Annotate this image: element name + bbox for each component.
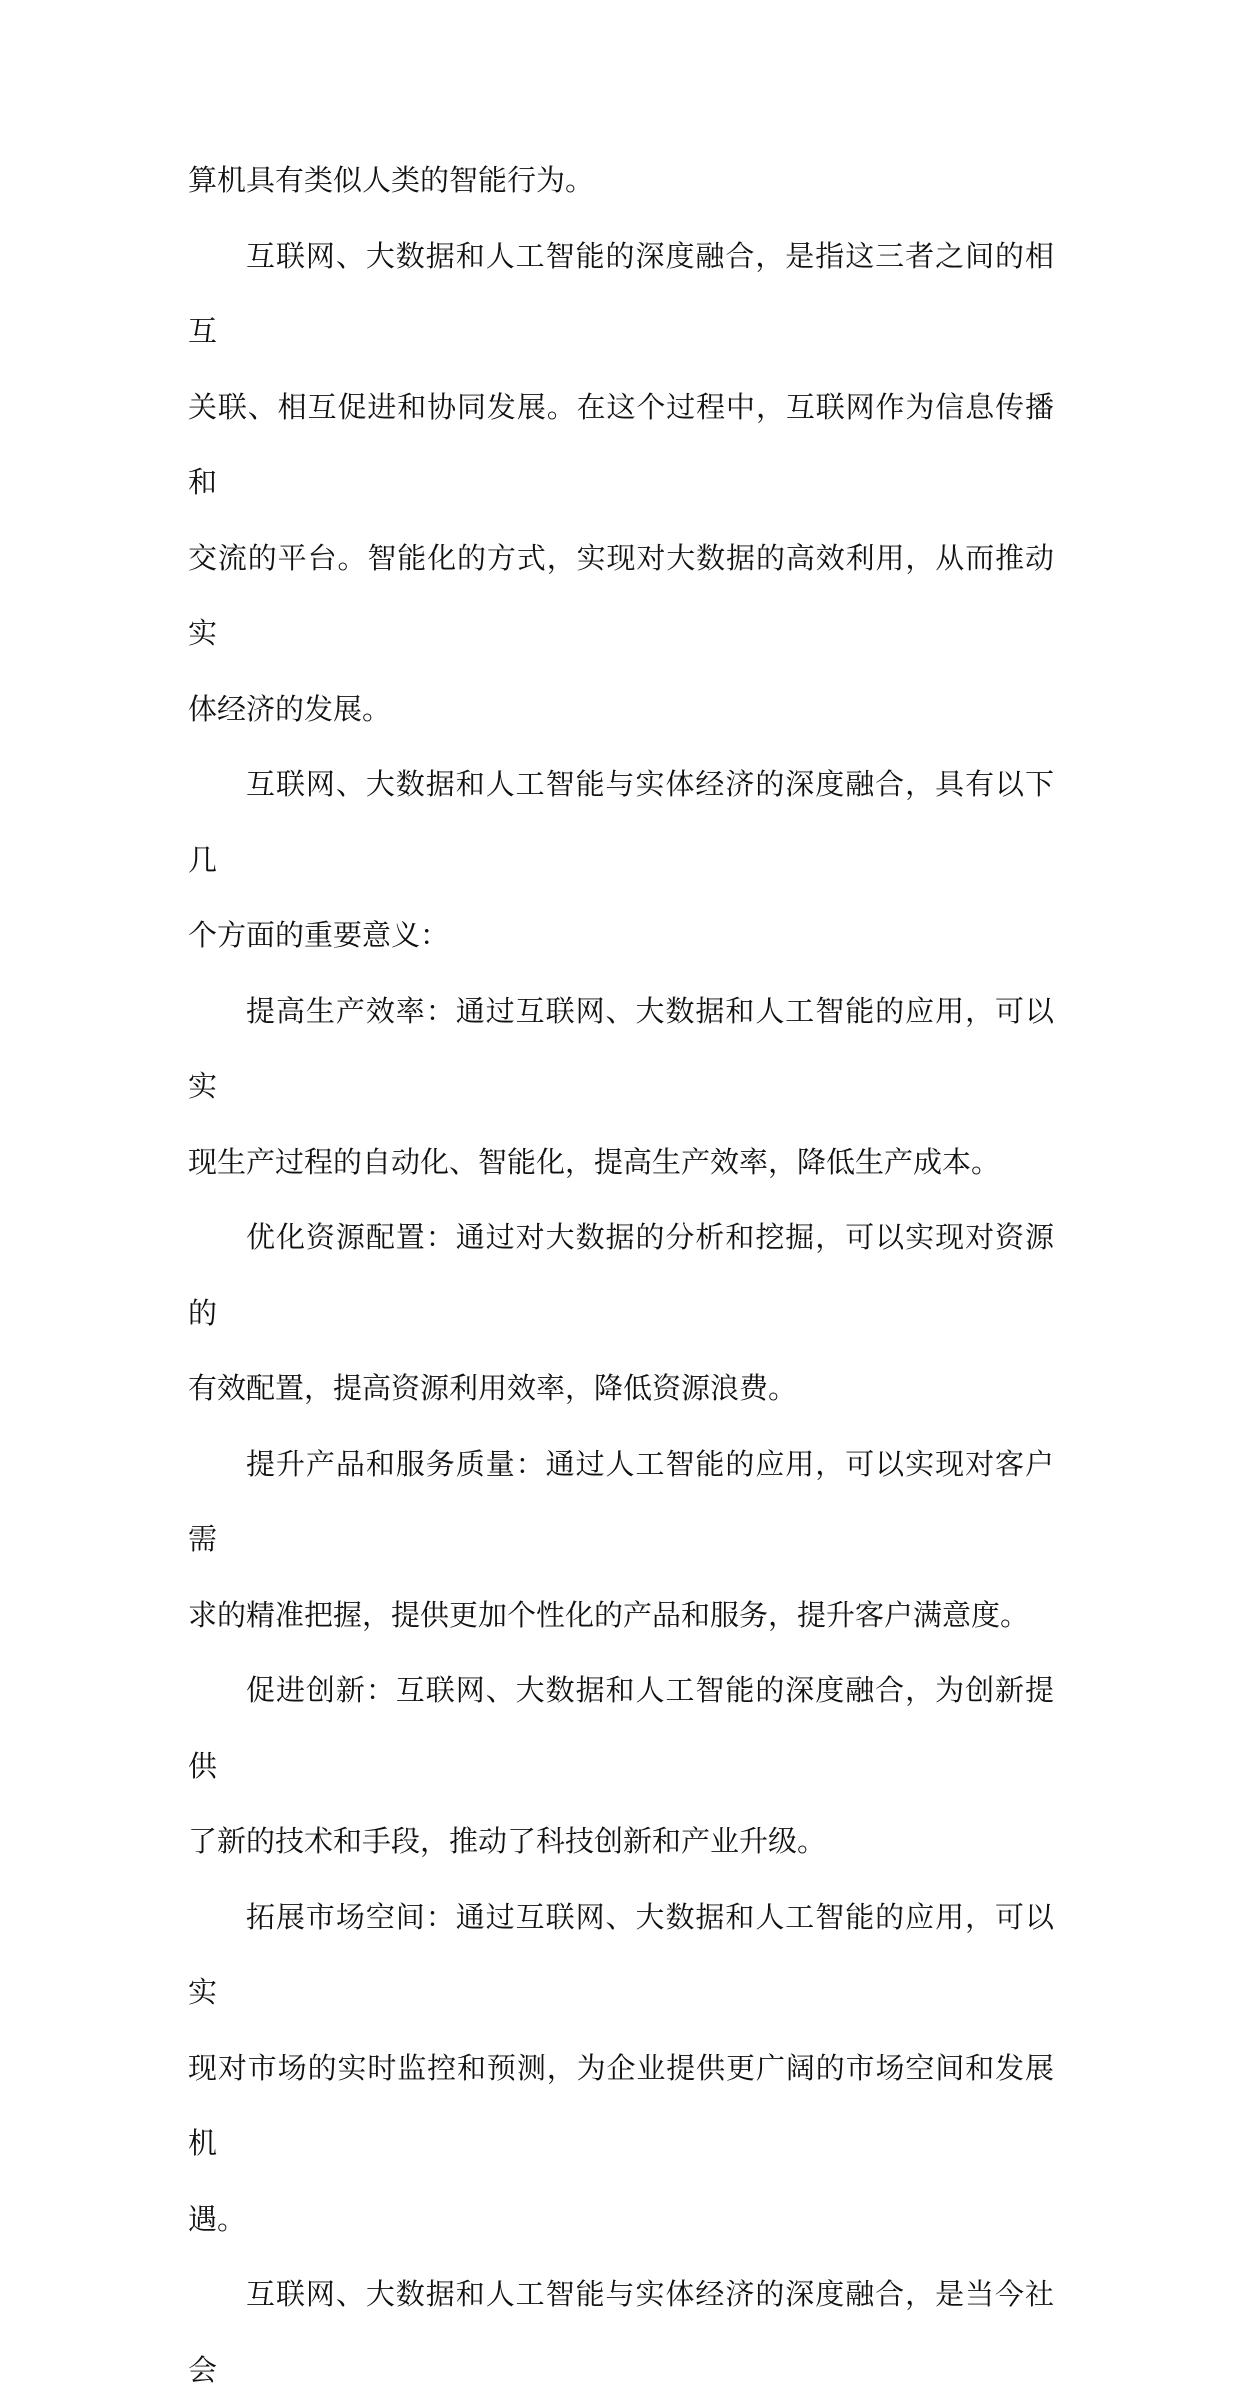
paragraph-1: 算机具有类似人类的智能行为。 [188,163,595,197]
paragraph-4: 提高生产效率：通过互联网、大数据和人工智能的应用，可以实 现生产过程的自动化、智能化，提高生产效率，降低生产成本。 [188,993,1054,1179]
paragraph-7: 促进创新：互联网、大数据和人工智能的深度融合，为创新提供 了新的技术和手段，推动了科技创新和产业升级。 [188,1673,1054,1858]
paragraph-8: 拓展市场空间：通过互联网、大数据和人工智能的应用，可以实 现对市场的实时监控和预测，为企业提供更广阔的市场空间和发展机 遇。 [188,1899,1054,2236]
paragraph-3: 互联网、大数据和人工智能与实体经济的深度融合，具有以下几 个方面的重要意义： [188,767,1054,952]
paragraph-9: 互联网、大数据和人工智能与实体经济的深度融合，是当今社会 [188,2277,1054,2387]
paragraph-2: 互联网、大数据和人工智能的深度融合，是指这三者之间的相互 关联、相互促进和协同发展。在这个过程中，互联网作为信息传播和 交流的平台。智能化的方式，实现对大数据的高效利用，从而推动实 体经济的发展。 [188,238,1054,726]
paragraph-6: 提升产品和服务质量：通过人工智能的应用，可以实现对客户需 求的精准把握，提供更加个性化的产品和服务，提升客户满意度。 [188,1446,1054,1632]
document-body [188,143,1054,2408]
paragraph-5: 优化资源配置：通过对大数据的分析和挖掘，可以实现对资源的 有效配置，提高资源利用效率，降低资源浪费。 [188,1220,1054,1405]
